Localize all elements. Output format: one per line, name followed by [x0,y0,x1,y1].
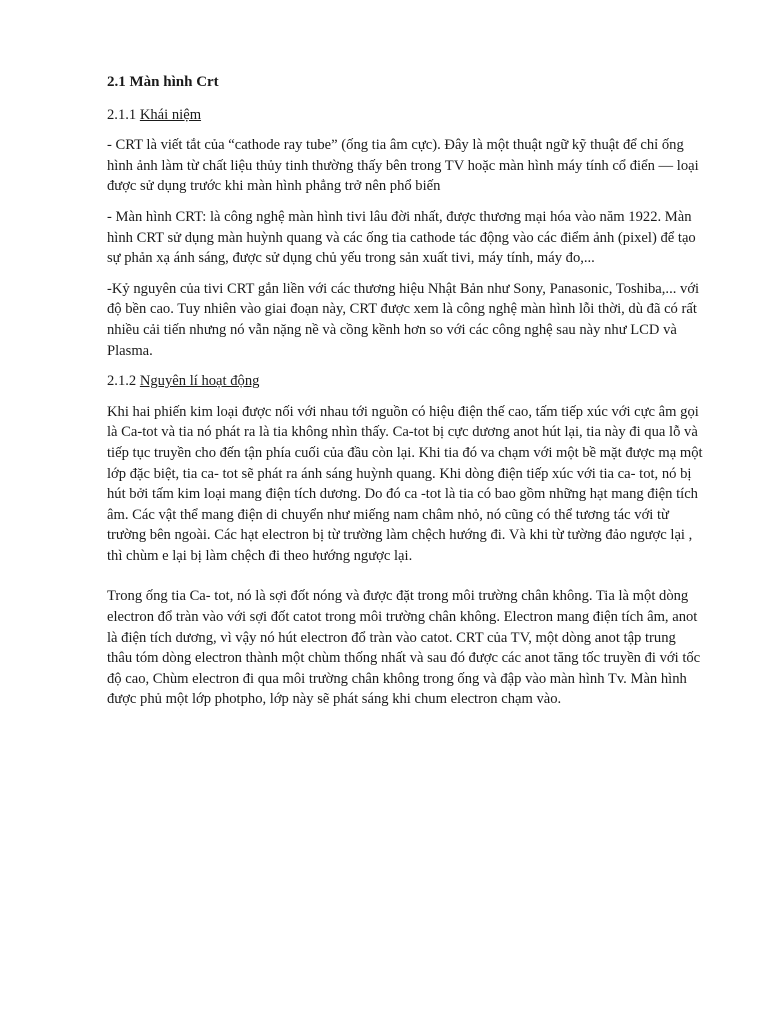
paragraph-principle-1: Khi hai phiến kim loại được nối với nhau tới nguồn có hiệu điện thế cao, tấm tiếp xúc với cực âm gọi là Ca-tot và tia nó phát ra là tia không nhìn thấy. Ca-tot bị cực dương anot hút lại, tia này đi qua lỗ và tiếp tục truyền cho đến tận phía cuối của đầu còn lại. Khi tia đó va chạm với một bề mặt được mạ một lớp đặc biệt, tia ca- tot sẽ phát ra ánh sáng huỳnh quang. Khi dòng điện tiếp xúc với tia ca- tot, nó bị hút bởi tấm kim loại mang điện tích dương. Do đó ca -tot là tia có bao gồm những hạt mang điện tích âm. Các vật thể mang điện di chuyển như miếng nam châm nhỏ, nó cũng có thể tương tác với từ trường bên ngoài. Các hạt electron bị từ trường làm chệch hướng đi. Và khi từ tường đảo ngược lại , thì chùm e lại bị làm chệch đi theo hướng ngược lại. [107,403,703,564]
subsection-title: Nguyên lí hoạt động [139,373,260,390]
paragraph-crt-definition: - CRT là viết tắt của “cathode ray tube” (ống tia âm cực). Đây là một thuật ngữ kỹ thuật để chỉ ống hình ảnh làm từ chất liệu thủy tinh thường thấy bên trong TV hoặc màn hình máy tính cổ điển — loại được sử dụng trước khi màn hình phẳng trở nên phổ biến [107,137,699,195]
subsection-number: 2.1.2 [107,373,140,390]
subsection-heading-principle [107,371,703,392]
document-page [107,72,703,720]
subsection-heading-concept [107,105,703,126]
section-heading: 2.1 Màn hình Crt [107,74,219,90]
subsection-number: 2.1.1 [107,106,140,123]
paragraph-crt-era: -Kỷ nguyên của tivi CRT gắn liền với các thương hiệu Nhật Bản như Sony, Panasonic, Toshiba,... với độ bền cao. Tuy nhiên vào giai đoạn này, CRT được xem là công nghệ màn hình lỗi thời, dù đã có rất nhiều cải tiến nhưng nó vẫn nặng nề và cồng kềnh hơn so với các công nghệ sau này như LCD và Plasma. [107,280,700,359]
subsection-title: Khái niệm [139,106,202,123]
paragraph-crt-screen: - Màn hình CRT: là công nghệ màn hình tivi lâu đời nhất, được thương mại hóa vào năm 1922. Màn hình CRT sử dụng màn huỳnh quang và các ống tia cathode tác động vào các điểm ảnh (pixel) để tạo sự phản xạ ánh sáng, được sử dụng chủ yếu trong sản xuất tivi, máy tính, máy đo,... [107,208,696,267]
paragraph-principle-2: Trong ống tia Ca- tot, nó là sợi đốt nóng và được đặt trong môi trường chân không. Tia là một dòng electron đổ tràn vào với sợi đốt catot trong môi trường chân không. Electron mang điện tích âm, anot là điện tích dương, vì vậy nó hút electron đổ tràn vào catot. CRT của TV, một dòng anot tập trung thâu tóm dòng electron thành một chùm thống nhất và sau đó được các anot tăng tốc truyền đi với tốc độ cao, Chùm electron đi qua môi trường chân không trong ống và đập vào màn hình Tv. Màn hình được phủ một lớp photpho, lớp này sẽ phát sáng khi chum electron chạm vào. [107,588,701,708]
